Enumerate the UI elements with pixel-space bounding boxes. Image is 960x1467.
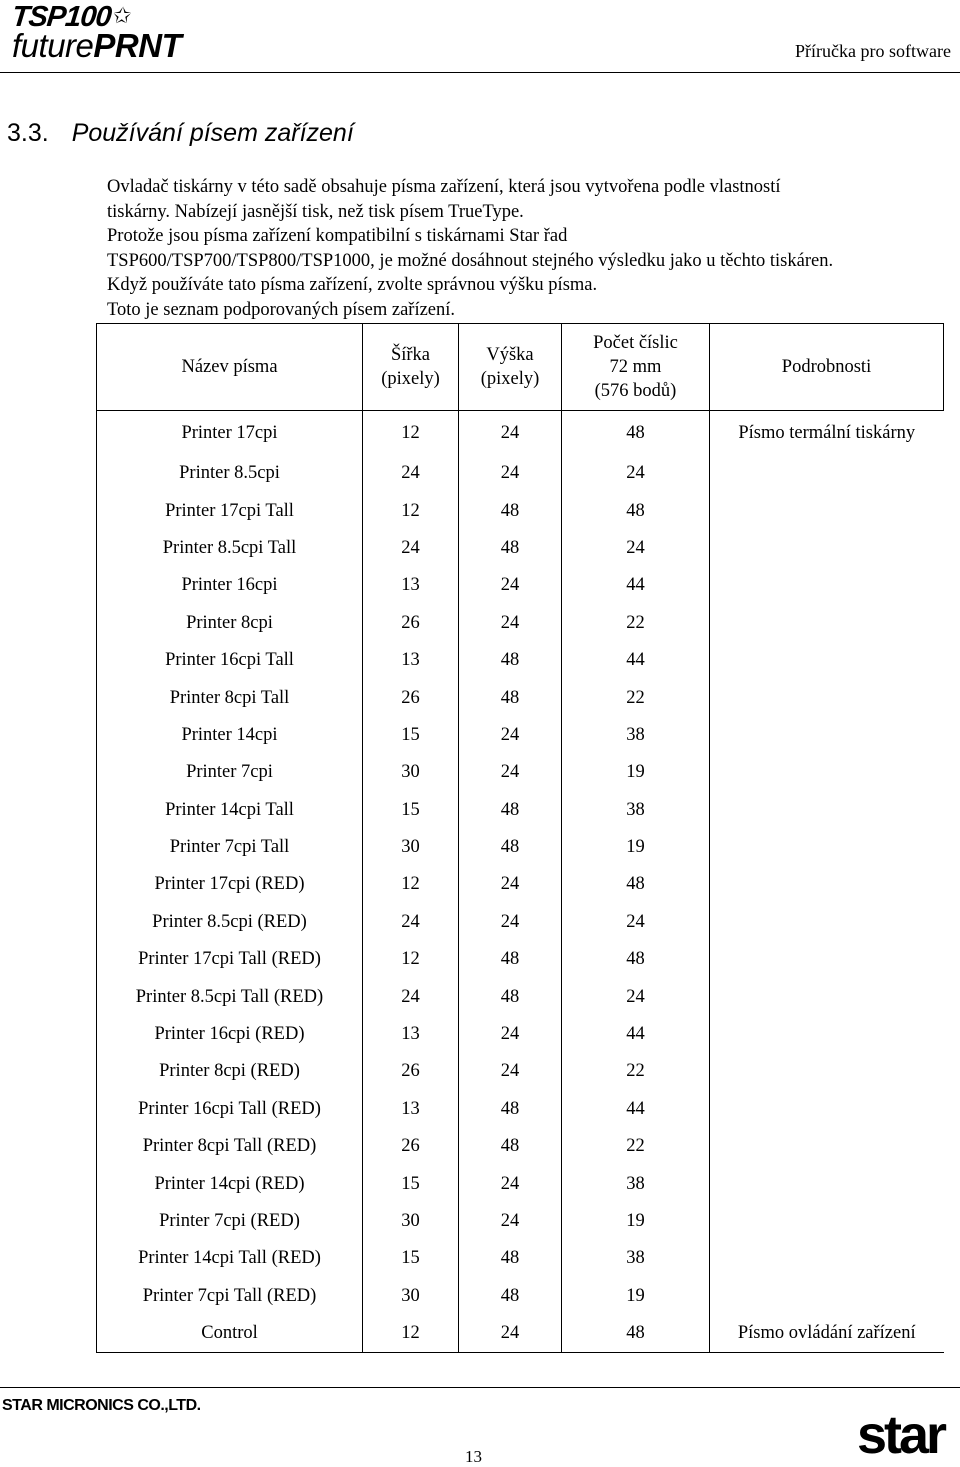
width-cell: 13: [363, 1016, 459, 1053]
star-brand-logo: star: [856, 1405, 944, 1465]
table-row: [97, 829, 944, 866]
font-name-cell: Printer 8.5cpi Tall (RED): [97, 978, 363, 1015]
height-cell: 24: [459, 1315, 562, 1353]
table-row: [97, 1016, 944, 1053]
width-cell: 13: [363, 642, 459, 679]
digits-cell: 22: [562, 1128, 710, 1165]
digits-cell: 44: [562, 567, 710, 604]
details-cell: [710, 1165, 944, 1202]
height-cell: 24: [459, 605, 562, 642]
intro-line: tiskárny. Nabízejí jasnější tisk, než tisk písem TrueType.: [107, 201, 524, 222]
width-cell: 13: [363, 567, 459, 604]
font-name-cell: Printer 14cpi Tall: [97, 792, 363, 829]
header-divider: [0, 72, 960, 73]
device-fonts-table: [96, 323, 944, 1353]
details-cell: [710, 1091, 944, 1128]
details-cell: [710, 455, 944, 492]
font-name-cell: Printer 14cpi Tall (RED): [97, 1240, 363, 1277]
section-title: Používání písem zařízení: [71, 119, 354, 147]
font-name-cell: Printer 16cpi Tall (RED): [97, 1091, 363, 1128]
details-cell: [710, 717, 944, 754]
digits-cell: 19: [562, 1278, 710, 1315]
height-cell: 48: [459, 829, 562, 866]
digits-cell: 24: [562, 530, 710, 567]
width-cell: 15: [363, 1240, 459, 1277]
height-cell: 24: [459, 1165, 562, 1202]
digits-cell: 38: [562, 717, 710, 754]
col-header-height: Výška (pixely): [459, 324, 562, 411]
details-cell: [710, 1128, 944, 1165]
font-name-cell: Printer 8.5cpi Tall: [97, 530, 363, 567]
font-name-cell: Printer 16cpi Tall: [97, 642, 363, 679]
height-cell: 24: [459, 567, 562, 604]
width-cell: 30: [363, 1278, 459, 1315]
intro-line: Ovladač tiskárny v této sadě obsahuje písma zařízení, která jsou vytvořena podle vlastností: [107, 177, 781, 197]
width-cell: 26: [363, 1128, 459, 1165]
footer-divider: [0, 1387, 960, 1388]
table-row: [97, 492, 944, 529]
font-name-cell: Printer 7cpi (RED): [97, 1203, 363, 1240]
height-cell: 48: [459, 679, 562, 716]
width-cell: 12: [363, 1315, 459, 1353]
width-cell: 26: [363, 679, 459, 716]
width-cell: 26: [363, 605, 459, 642]
width-cell: 15: [363, 1165, 459, 1202]
height-cell: 24: [459, 904, 562, 941]
font-name-cell: Printer 8.5cpi: [97, 455, 363, 492]
table-row: [97, 717, 944, 754]
height-cell: 24: [459, 455, 562, 492]
digits-cell: 24: [562, 978, 710, 1015]
logo-line2: futurePRNT: [12, 27, 182, 64]
height-cell: 48: [459, 978, 562, 1015]
font-name-cell: Printer 14cpi: [97, 717, 363, 754]
table-row: [97, 1278, 944, 1315]
width-cell: 15: [363, 717, 459, 754]
col-header-width: Šířka (pixely): [363, 324, 459, 411]
table-row: [97, 567, 944, 604]
font-name-cell: Printer 8cpi Tall (RED): [97, 1128, 363, 1165]
table-row: [97, 941, 944, 978]
table-row: [97, 1240, 944, 1277]
height-cell: 48: [459, 492, 562, 529]
font-name-cell: Printer 16cpi: [97, 567, 363, 604]
height-cell: 24: [459, 754, 562, 791]
intro-text: [107, 175, 937, 323]
digits-cell: 19: [562, 829, 710, 866]
details-cell: Písmo termální tiskárny: [710, 411, 944, 456]
table-row: [97, 1053, 944, 1090]
table-row: [97, 455, 944, 492]
width-cell: 26: [363, 1053, 459, 1090]
details-cell: [710, 1016, 944, 1053]
details-cell: [710, 567, 944, 604]
width-cell: 30: [363, 754, 459, 791]
digits-cell: 44: [562, 1091, 710, 1128]
width-cell: 13: [363, 1091, 459, 1128]
font-name-cell: Printer 17cpi Tall: [97, 492, 363, 529]
table-row: [97, 1165, 944, 1202]
table-row: [97, 1091, 944, 1128]
intro-line: TSP600/TSP700/TSP800/TSP1000, je možné dosáhnout stejného výsledku jako u těchto tiskáren.: [107, 250, 834, 271]
height-cell: 24: [459, 411, 562, 456]
details-cell: [710, 492, 944, 529]
height-cell: 24: [459, 717, 562, 754]
width-cell: 24: [363, 978, 459, 1015]
section-number: 3.3.: [7, 119, 49, 147]
details-cell: [710, 904, 944, 941]
details-cell: [710, 754, 944, 791]
table-row: [97, 754, 944, 791]
details-cell: [710, 605, 944, 642]
intro-line: Když používáte tato písma zařízení, zvolte správnou výšku písma.: [107, 275, 598, 296]
width-cell: 30: [363, 1203, 459, 1240]
details-cell: [710, 792, 944, 829]
width-cell: 12: [363, 411, 459, 456]
font-name-cell: Printer 14cpi (RED): [97, 1165, 363, 1202]
height-cell: 48: [459, 1240, 562, 1277]
digits-cell: 44: [562, 642, 710, 679]
table-row: [97, 1128, 944, 1165]
table-row: [97, 792, 944, 829]
height-cell: 48: [459, 1128, 562, 1165]
table-row: [97, 642, 944, 679]
font-name-cell: Control: [97, 1315, 363, 1353]
digits-cell: 22: [562, 1053, 710, 1090]
digits-cell: 22: [562, 679, 710, 716]
font-name-cell: Printer 8cpi: [97, 605, 363, 642]
product-logo: [10, 1, 182, 64]
details-cell: Písmo ovládání zařízení: [710, 1315, 944, 1353]
font-name-cell: Printer 8.5cpi (RED): [97, 904, 363, 941]
digits-cell: 48: [562, 492, 710, 529]
col-header-details: Podrobnosti: [710, 324, 944, 411]
details-cell: [710, 1240, 944, 1277]
font-name-cell: Printer 8cpi (RED): [97, 1053, 363, 1090]
details-cell: [710, 829, 944, 866]
digits-cell: 22: [562, 605, 710, 642]
width-cell: 24: [363, 904, 459, 941]
digits-cell: 19: [562, 1203, 710, 1240]
width-cell: 24: [363, 455, 459, 492]
height-cell: 24: [459, 1016, 562, 1053]
font-name-cell: Printer 16cpi (RED): [97, 1016, 363, 1053]
width-cell: 24: [363, 530, 459, 567]
table-row: [97, 679, 944, 716]
intro-line: Toto je seznam podporovaných písem zařízení.: [107, 299, 456, 320]
details-cell: [710, 941, 944, 978]
font-name-cell: Printer 7cpi: [97, 754, 363, 791]
width-cell: 15: [363, 792, 459, 829]
height-cell: 48: [459, 941, 562, 978]
digits-cell: 38: [562, 792, 710, 829]
table-header-row: [97, 324, 944, 411]
table-row: [97, 605, 944, 642]
section-heading: [7, 119, 354, 148]
details-cell: [710, 1203, 944, 1240]
table-row: [97, 978, 944, 1015]
details-cell: [710, 530, 944, 567]
digits-cell: 38: [562, 1240, 710, 1277]
height-cell: 48: [459, 1091, 562, 1128]
width-cell: 30: [363, 829, 459, 866]
digits-cell: 24: [562, 904, 710, 941]
table-row: [97, 904, 944, 941]
digits-cell: 19: [562, 754, 710, 791]
details-cell: [710, 1278, 944, 1315]
height-cell: 48: [459, 642, 562, 679]
digits-cell: 24: [562, 455, 710, 492]
col-header-digits: Počet číslic 72 mm (576 bodů): [562, 324, 710, 411]
height-cell: 24: [459, 866, 562, 903]
height-cell: 48: [459, 530, 562, 567]
width-cell: 12: [363, 866, 459, 903]
intro-line: Protože jsou písma zařízení kompatibilní s tiskárnami Star řad: [107, 226, 568, 247]
font-name-cell: Printer 7cpi Tall (RED): [97, 1278, 363, 1315]
height-cell: 48: [459, 1278, 562, 1315]
font-name-cell: Printer 8cpi Tall: [97, 679, 363, 716]
document-title: Příručka pro software: [795, 41, 951, 61]
font-name-cell: Printer 17cpi Tall (RED): [97, 941, 363, 978]
details-cell: [710, 978, 944, 1015]
table-row: [97, 1203, 944, 1240]
details-cell: [710, 642, 944, 679]
digits-cell: 48: [562, 411, 710, 456]
height-cell: 24: [459, 1053, 562, 1090]
digits-cell: 44: [562, 1016, 710, 1053]
details-cell: [710, 866, 944, 903]
details-cell: [710, 679, 944, 716]
font-name-cell: Printer 17cpi: [97, 411, 363, 456]
width-cell: 12: [363, 941, 459, 978]
height-cell: 48: [459, 792, 562, 829]
page-number: 13: [465, 1447, 482, 1466]
width-cell: 12: [363, 492, 459, 529]
details-cell: [710, 1053, 944, 1090]
digits-cell: 48: [562, 941, 710, 978]
table-row: [97, 411, 944, 456]
font-name-cell: Printer 7cpi Tall: [97, 829, 363, 866]
digits-cell: 38: [562, 1165, 710, 1202]
company-name: STAR MICRONICS CO.,LTD.: [2, 1397, 201, 1414]
digits-cell: 48: [562, 866, 710, 903]
table-row: [97, 530, 944, 567]
height-cell: 24: [459, 1203, 562, 1240]
col-header-name: Název písma: [97, 324, 363, 411]
digits-cell: 48: [562, 1315, 710, 1353]
logo-line1: TSP100: [10, 1, 113, 33]
table-row: [97, 1315, 944, 1353]
star-icon: ✩: [111, 3, 132, 28]
table-row: [97, 866, 944, 903]
font-name-cell: Printer 17cpi (RED): [97, 866, 363, 903]
